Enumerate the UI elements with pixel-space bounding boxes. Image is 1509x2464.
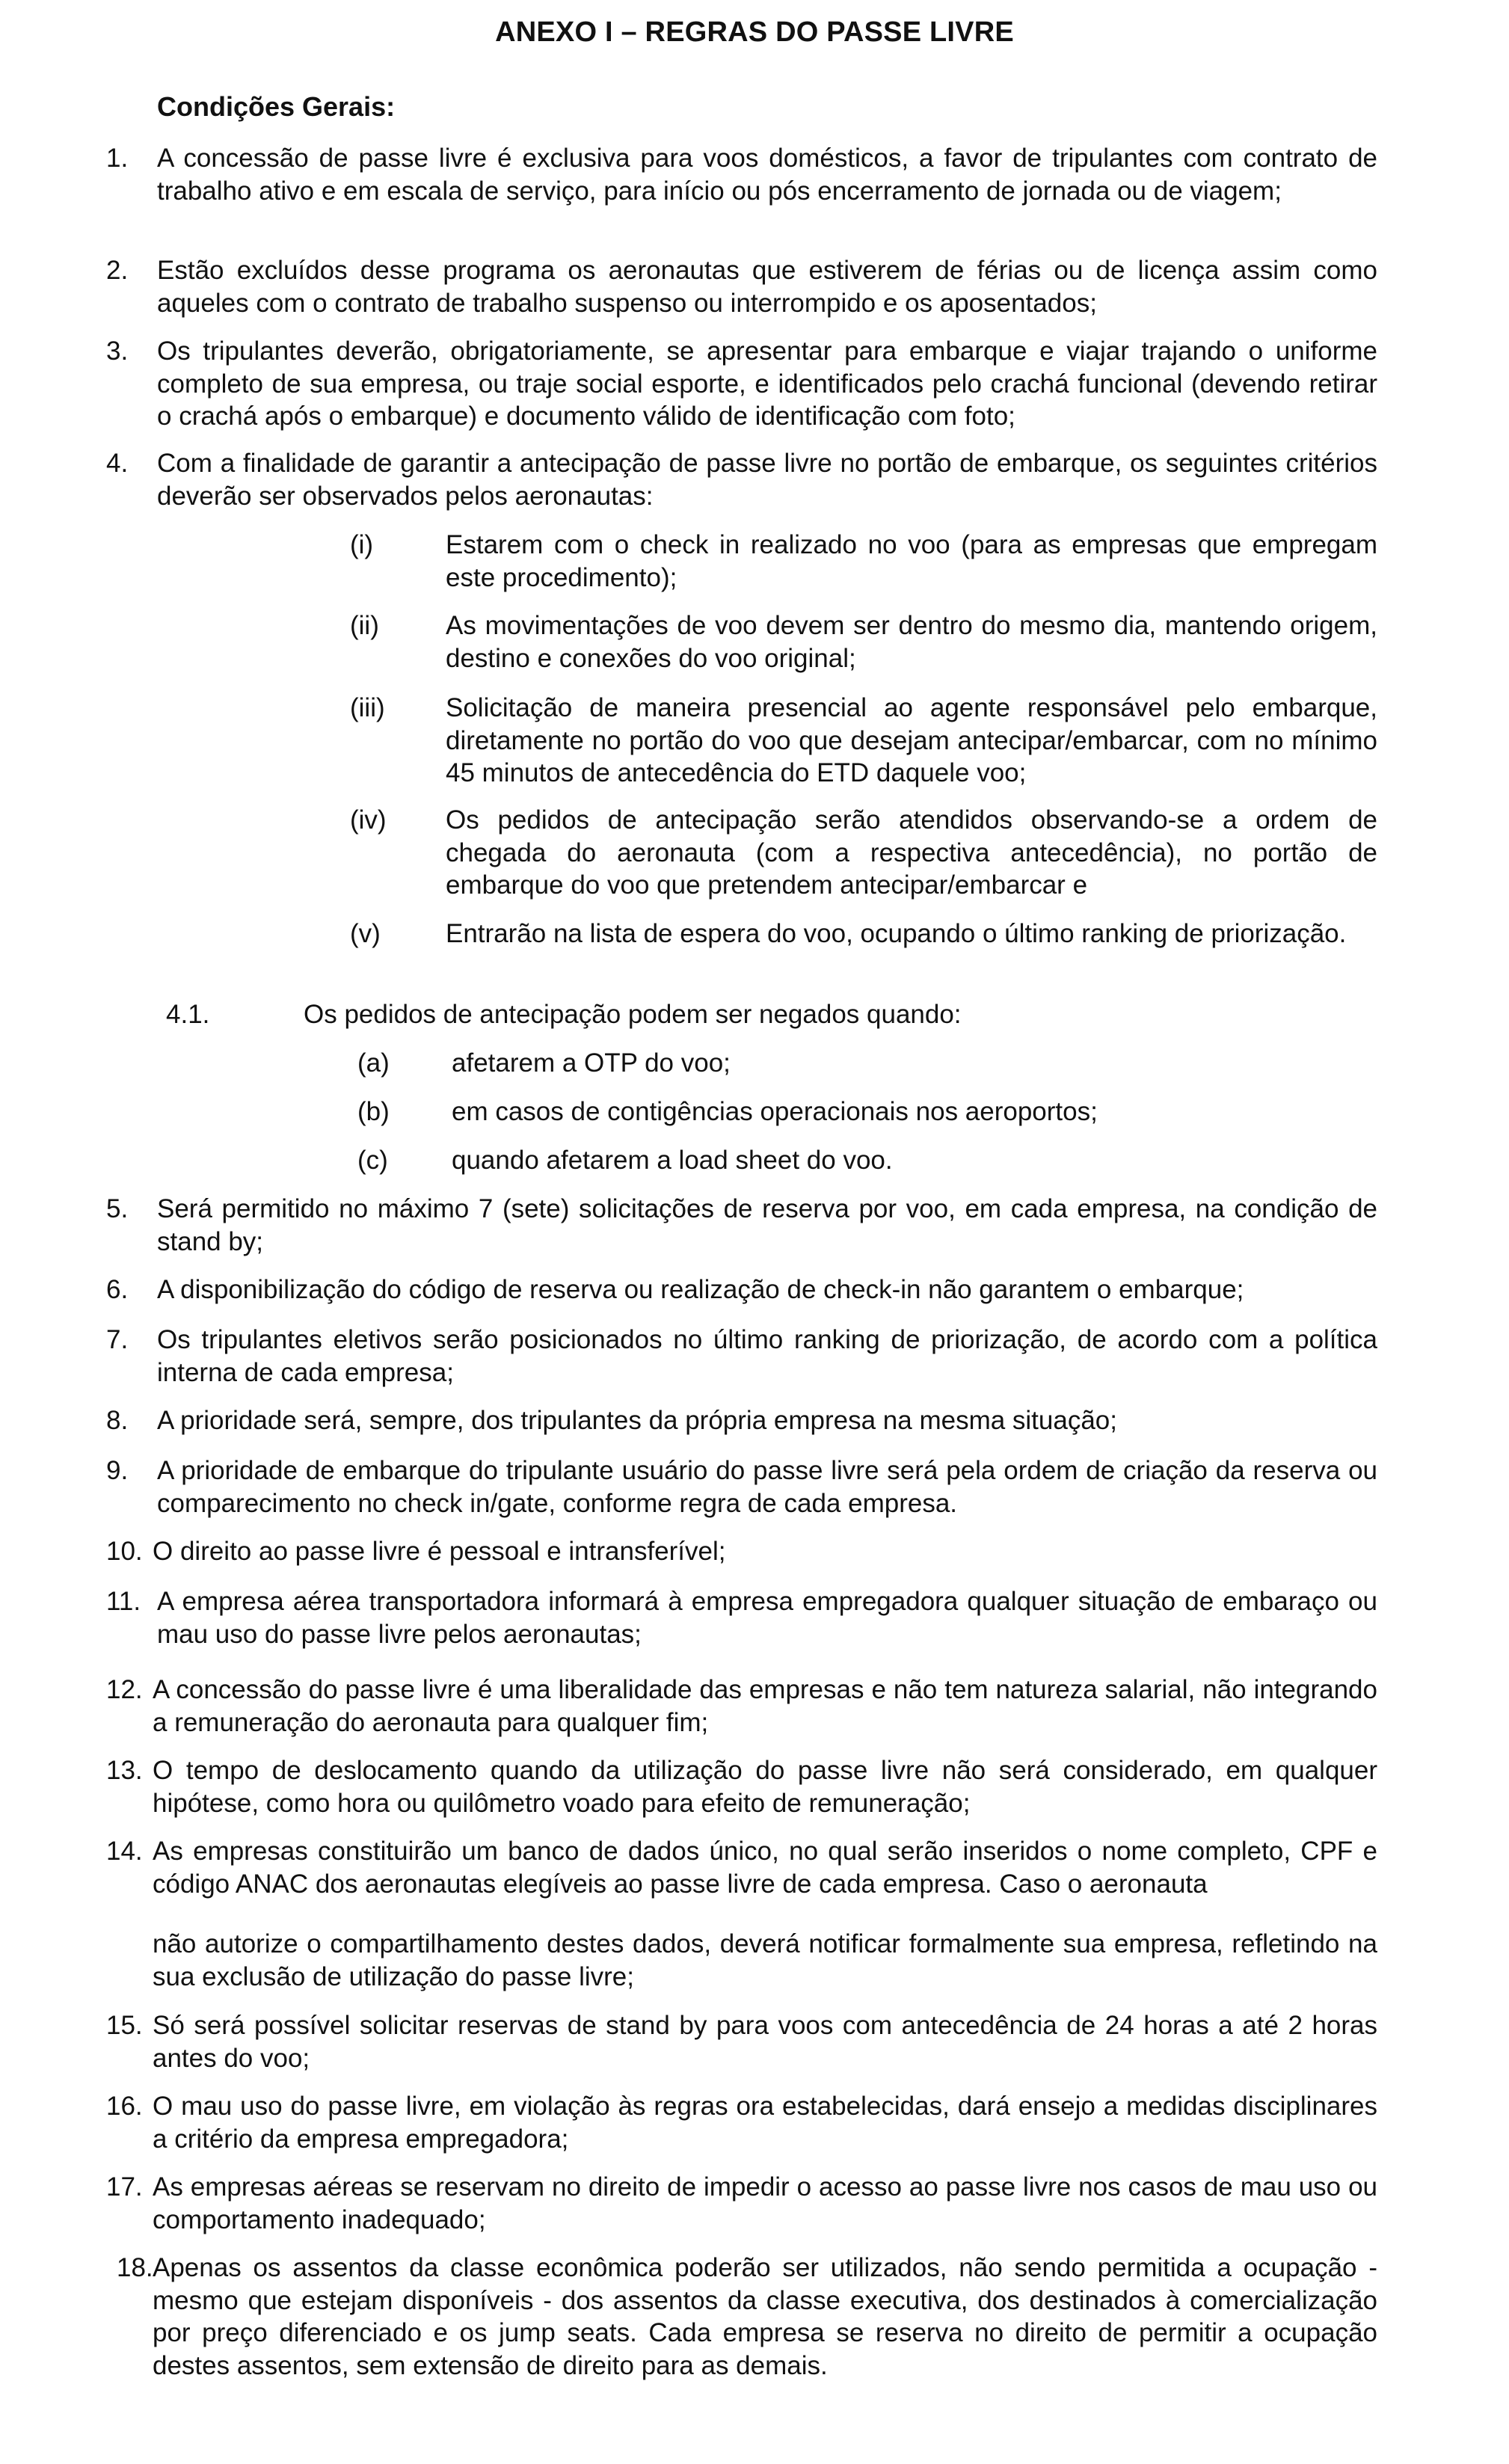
rule-number: 15. bbox=[106, 2011, 143, 2040]
rule-text: As empresas constituirão um banco de dados único, no qual serão inseridos o nome completo, CPF e código ANAC dos aeronautas elegíveis ao passe livre de cada empresa. Caso o aeronauta bbox=[153, 1837, 1377, 1899]
rule-text: Só será possível solicitar reservas de stand by para voos com antecedência de 24 horas a até 2 horas antes do voo; bbox=[153, 2011, 1377, 2073]
criterion-number: (v) bbox=[350, 919, 381, 948]
rule-number: 1. bbox=[106, 144, 129, 173]
rule-number: 3. bbox=[106, 337, 129, 366]
rule-text: A disponibilização do código de reserva ou realização de check-in não garantem o embarque; bbox=[157, 1275, 1244, 1304]
criterion-number: (i) bbox=[350, 530, 374, 559]
subrule-text: Os pedidos de antecipação podem ser negados quando: bbox=[304, 1000, 962, 1029]
subrule-number: 4.1. bbox=[166, 1000, 210, 1029]
rule-number: 16. bbox=[106, 2092, 143, 2121]
criterion-number: (iii) bbox=[350, 693, 385, 722]
rule-text: Apenas os assentos da classe econômica poderão ser utilizados, não sendo permitida a ocupação - mesmo que estejam disponíveis - dos assentos da classe executiva, dos destinados à comercialização por preço diferenciado e os jump seats. Cada empresa se reserva no direito de permitir a ocupação destes assentos, sem extensão de direito para as demais. bbox=[153, 2253, 1377, 2380]
rule-number: 14. bbox=[106, 1837, 143, 1866]
criterion-number: (iv) bbox=[350, 805, 387, 835]
rule-text: A prioridade de embarque do tripulante usuário do passe livre será pela ordem de criação da reserva ou comparecimento no check in/gate, conforme regra de cada empresa. bbox=[157, 1456, 1377, 1518]
rule-text: Os tripulantes deverão, obrigatoriamente, se apresentar para embarque e viajar trajando o uniforme completo de sua empresa, ou traje social esporte, e identificados pelo crachá funcional (devendo retirar o crachá após o embarque) e documento válido de identificação com foto; bbox=[157, 337, 1377, 431]
rule-number: 18. bbox=[117, 2253, 153, 2282]
condition-text: em casos de contigências operacionais nos aeroportos; bbox=[452, 1097, 1098, 1126]
criterion-text: Estarem com o check in realizado no voo (para as empresas que empregam este procedimento); bbox=[446, 530, 1377, 592]
rule-number: 6. bbox=[106, 1275, 129, 1304]
rule-text: não autorize o compartilhamento destes dados, deverá notificar formalmente sua empresa, refletindo na sua exclusão de utilização do passe livre; bbox=[153, 1929, 1377, 1991]
rule-text: O tempo de deslocamento quando da utilização do passe livre não será considerado, em qualquer hipótese, como hora ou quilômetro voado para efeito de remuneração; bbox=[153, 1756, 1377, 1818]
rule-number: 10. bbox=[106, 1537, 143, 1566]
rule-text: As empresas aéreas se reservam no direito de impedir o acesso ao passe livre nos casos de mau uso ou comportamento inadequado; bbox=[153, 2172, 1377, 2234]
rule-text: A prioridade será, sempre, dos tripulantes da própria empresa na mesma situação; bbox=[157, 1406, 1117, 1435]
rule-text: A concessão de passe livre é exclusiva para voos domésticos, a favor de tripulantes com contrato de trabalho ativo e em escala de serviço, para início ou pós encerramento de jornada ou de viagem; bbox=[157, 144, 1377, 206]
rule-text: A empresa aérea transportadora informará à empresa empregadora qualquer situação de embaraço ou mau uso do passe livre pelos aeronautas; bbox=[157, 1587, 1377, 1649]
criterion-text: Solicitação de maneira presencial ao agente responsável pelo embarque, diretamente no portão do voo que desejam antecipar/embarcar, com no mínimo 45 minutos de antecedência do ETD daquele voo; bbox=[446, 693, 1377, 787]
rule-number: 2. bbox=[106, 256, 129, 285]
rule-number: 5. bbox=[106, 1194, 129, 1223]
criterion-text: Entrarão na lista de espera do voo, ocupando o último ranking de priorização. bbox=[446, 919, 1347, 948]
rule-text: O direito ao passe livre é pessoal e intransferível; bbox=[153, 1537, 726, 1566]
criterion-number: (ii) bbox=[350, 611, 379, 640]
rule-number: 7. bbox=[106, 1325, 129, 1354]
condition-letter: (c) bbox=[357, 1146, 388, 1175]
rule-text: Será permitido no máximo 7 (sete) solicitações de reserva por voo, em cada empresa, na condição de stand by; bbox=[157, 1194, 1377, 1256]
condition-text: quando afetarem a load sheet do voo. bbox=[452, 1146, 893, 1175]
criterion-text: As movimentações de voo devem ser dentro do mesmo dia, mantendo origem, destino e conexões do voo original; bbox=[446, 611, 1377, 673]
condition-letter: (a) bbox=[357, 1048, 390, 1078]
rule-text: Os tripulantes eletivos serão posicionados no último ranking de priorização, de acordo com a política interna de cada empresa; bbox=[157, 1325, 1377, 1387]
criterion-text: Os pedidos de antecipação serão atendidos observando-se a ordem de chegada do aeronauta (com a respectiva antecedência), no portão de embarque do voo que pretendem antecipar/embarcar e bbox=[446, 805, 1377, 900]
condition-letter: (b) bbox=[357, 1097, 390, 1126]
rule-text: Com a finalidade de garantir a antecipação de passe livre no portão de embarque, os seguintes critérios deverão ser observados pelos aeronautas: bbox=[157, 449, 1377, 511]
rule-number: 12. bbox=[106, 1675, 143, 1704]
rule-text: A concessão do passe livre é uma liberalidade das empresas e não tem natureza salarial, não integrando a remuneração do aeronauta para qualquer fim; bbox=[153, 1675, 1377, 1737]
section-heading: Condições Gerais: bbox=[157, 91, 396, 122]
condition-text: afetarem a OTP do voo; bbox=[452, 1048, 731, 1078]
rule-number: 4. bbox=[106, 449, 129, 478]
rule-number: 13. bbox=[106, 1756, 143, 1785]
rule-number: 11. bbox=[106, 1587, 141, 1616]
rule-number: 17. bbox=[106, 2172, 143, 2202]
rule-text: Estão excluídos desse programa os aeronautas que estiverem de férias ou de licença assim como aqueles com o contrato de trabalho suspenso ou interrompido e os aposentados; bbox=[157, 256, 1377, 318]
rule-text: O mau uso do passe livre, em violação às regras ora estabelecidas, dará ensejo a medidas disciplinares a critério da empresa empregadora; bbox=[153, 2092, 1377, 2154]
rule-number: 9. bbox=[106, 1456, 129, 1485]
rule-number: 8. bbox=[106, 1406, 129, 1435]
document-title: ANEXO I – REGRAS DO PASSE LIVRE bbox=[495, 16, 1014, 48]
